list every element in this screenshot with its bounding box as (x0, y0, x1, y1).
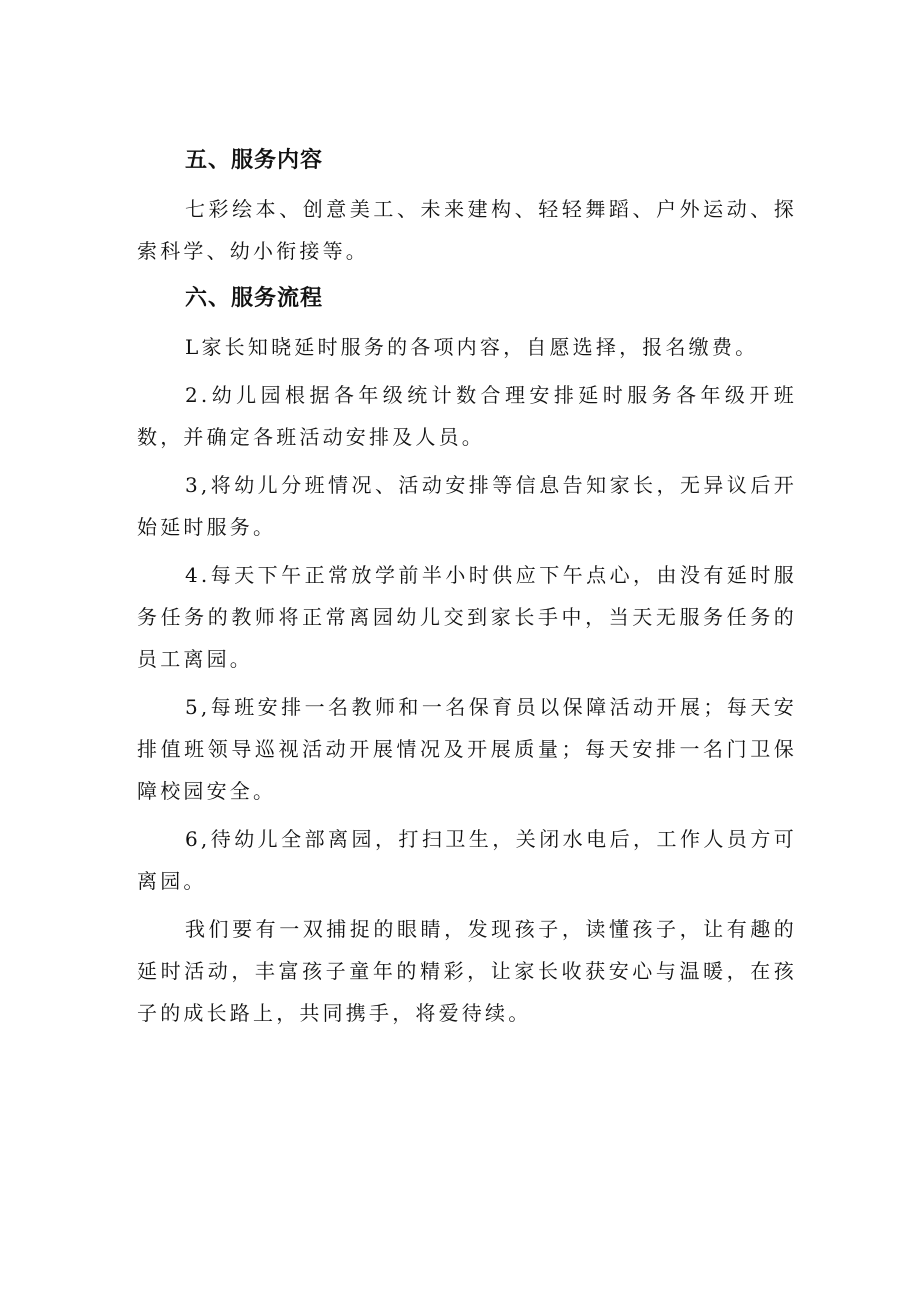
closing-paragraph: 我们要有一双捕捉的眼睛，发现孩子，读懂孩子，让有趣的延时活动，丰富孩子童年的精彩，让家长收获安心与温暖，在孩子的成长路上，共同携手，将爱待续。 (137, 917, 797, 1025)
section-6-step-1: L家长知晓延时服务的各项内容，自愿选择，报名缴费。 (185, 335, 759, 359)
section-5-heading: 五、服务内容 (185, 148, 324, 173)
section-6-step-3: 3,将幼儿分班情况、活动安排等信息告知家长，无异议后开始延时服务。 (137, 473, 797, 539)
section-6-step-2: 2.幼儿园根据各年级统计数合理安排延时服务各年级开班数，并确定各班活动安排及人员。 (137, 383, 797, 449)
section-5-paragraph-1: 七彩绘本、创意美工、未来建构、轻轻舞蹈、户外运动、探索科学、幼小衔接等。 (137, 197, 797, 263)
section-6-heading: 六、服务流程 (185, 286, 324, 311)
document-body (137, 140, 797, 1040)
section-6-step-5: 5,每班安排一名教师和一名保育员以保障活动开展；每天安排值班领导巡视活动开展情况及开展质量；每天安排一名门卫保障校园安全。 (137, 695, 797, 803)
section-6-step-6: 6,待幼儿全部离园，打扫卫生，关闭水电后，工作人员方可离园。 (137, 827, 797, 893)
section-6-step-4: 4.每天下午正常放学前半小时供应下午点心，由没有延时服务任务的教师将正常离园幼儿交到家长手中，当天无服务任务的员工离园。 (137, 563, 797, 671)
